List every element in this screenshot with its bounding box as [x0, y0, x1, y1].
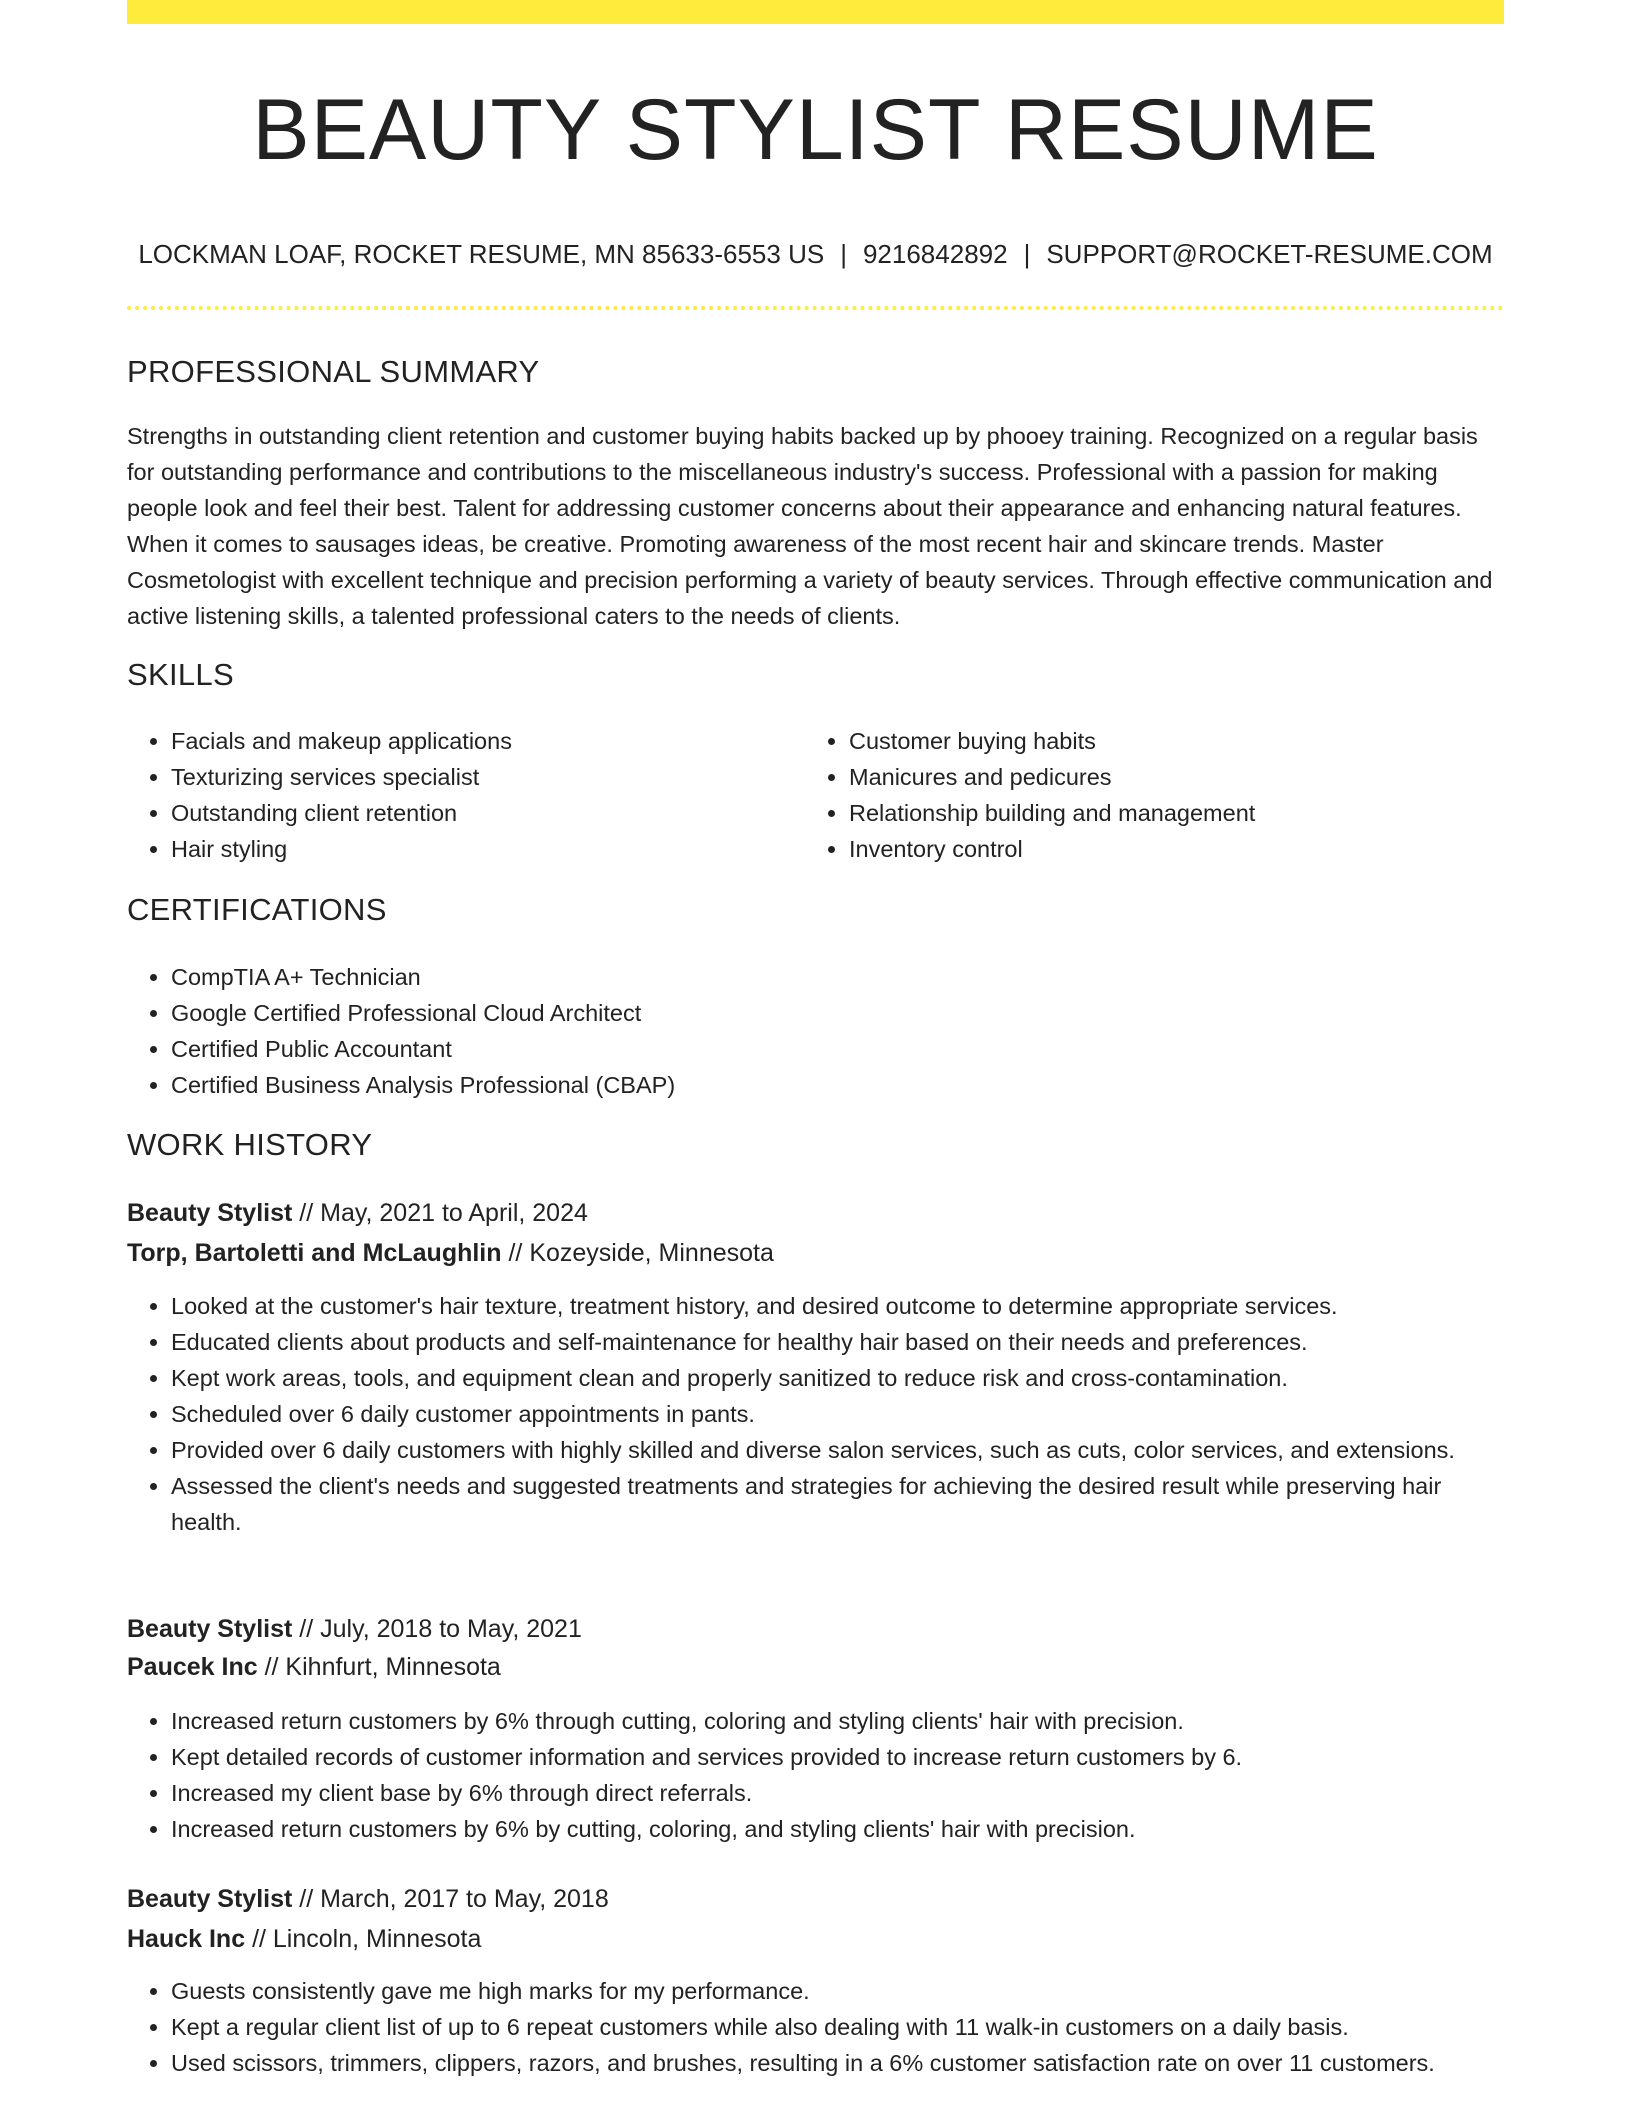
list-item: • Texturizing services specialist	[171, 759, 787, 795]
resume-title: BEAUTY STYLIST RESUME	[252, 82, 1379, 178]
job-bullets	[127, 1703, 1504, 1847]
contact-separator: |	[1023, 239, 1031, 269]
job-title-line	[127, 1881, 609, 1917]
list-item: • Increased return customers by 6% by cutting, coloring, and styling clients' hair with precision.	[171, 1811, 1504, 1847]
contact-separator: |	[840, 239, 847, 269]
list-item: • Hair styling	[171, 831, 787, 867]
job-title: Beauty Stylist	[127, 1199, 293, 1227]
list-item: • Used scissors, trimmers, clippers, razors, and brushes, resulting in a 6% customer satisfaction rate on over 11 customers.	[171, 2045, 1504, 2081]
list-item: • Manicures and pedicures	[849, 759, 1485, 795]
list-item: • Kept detailed records of customer information and services provided to increase return customers by 6.	[171, 1739, 1504, 1775]
job-company-line	[127, 1235, 774, 1271]
list-item: • Certified Public Accountant	[171, 1031, 1504, 1067]
job-location: // Kozeyside, Minnesota	[508, 1239, 774, 1267]
contact-line	[127, 236, 1504, 272]
list-item: • Relationship building and management	[849, 795, 1485, 831]
job-company: Paucek Inc	[127, 1653, 258, 1681]
list-item: • Provided over 6 daily customers with highly skilled and diverse salon services, such as cuts, color services, and extensions.	[171, 1432, 1504, 1468]
job-location: // Kihnfurt, Minnesota	[264, 1653, 501, 1681]
contact-email: SUPPORT@ROCKET-RESUME.COM	[1046, 239, 1493, 269]
job-title-line	[127, 1611, 582, 1647]
job-bullets	[127, 1973, 1504, 2081]
skills-list-right	[805, 723, 1485, 867]
list-item: • Kept work areas, tools, and equipment clean and properly sanitized to reduce risk and cross-contamination.	[171, 1360, 1504, 1396]
list-item: • Increased my client base by 6% through direct referrals.	[171, 1775, 1504, 1811]
list-item: • Guests consistently gave me high marks for my performance.	[171, 1973, 1504, 2009]
job-bullets	[127, 1288, 1504, 1540]
list-item: • Looked at the customer's hair texture, treatment history, and desired outcome to determine appropriate services.	[171, 1288, 1504, 1324]
work-history-heading: WORK HISTORY	[127, 1127, 373, 1162]
job-company-line	[127, 1921, 481, 1957]
job-dates: // March, 2017 to May, 2018	[299, 1885, 609, 1913]
list-item: • Inventory control	[849, 831, 1485, 867]
job-company: Hauck Inc	[127, 1925, 246, 1953]
job-dates: // May, 2021 to April, 2024	[299, 1199, 588, 1227]
job-company: Torp, Bartoletti and McLaughlin	[127, 1239, 502, 1267]
job-title: Beauty Stylist	[127, 1615, 293, 1643]
contact-phone: 9216842892	[862, 239, 1008, 269]
contact-address: LOCKMAN LOAF, ROCKET RESUME, MN 85633-6553 US	[138, 239, 825, 269]
list-item: • Educated clients about products and self-maintenance for healthy hair based on their needs and preferences.	[171, 1324, 1504, 1360]
job-title-line	[127, 1195, 588, 1231]
certifications-list	[127, 959, 1504, 1103]
skills-list-left	[127, 723, 787, 867]
list-item: • Outstanding client retention	[171, 795, 787, 831]
list-item: • Scheduled over 6 daily customer appointments in pants.	[171, 1396, 1504, 1432]
summary-text: Strengths in outstanding client retention and customer buying habits backed up by phooey training. Recognized on a regular basis for outstanding performance and contributions to the miscellaneous industry's success. Professional with a passion for making people look and feel their best. Talent for addressing customer concerns about their appearance and enhancing natural features. When it comes to sausages ideas, be creative. Promoting awareness of the most recent hair and skincare trends. Master Cosmetologist with excellent technique and precision performing a variety of beauty services. Through effective communication and active listening skills, a talented professional caters to the needs of clients.	[127, 423, 1493, 629]
job-title: Beauty Stylist	[127, 1885, 293, 1913]
list-item: • Assessed the client's needs and suggested treatments and strategies for achieving the desired result while preserving hair health.	[171, 1468, 1504, 1540]
resume-page	[127, 0, 1504, 2112]
job-company-line	[127, 1649, 501, 1685]
certifications-heading: CERTIFICATIONS	[127, 892, 387, 927]
list-item: • Facials and makeup applications	[171, 723, 787, 759]
job-location: // Lincoln, Minnesota	[252, 1925, 482, 1953]
list-item: • Increased return customers by 6% through cutting, coloring and styling clients' hair with precision.	[171, 1703, 1504, 1739]
job-dates: // July, 2018 to May, 2021	[299, 1615, 582, 1643]
list-item: • Customer buying habits	[849, 723, 1485, 759]
accent-top-bar	[127, 0, 1504, 24]
dotted-divider	[127, 306, 1504, 310]
list-item: • Google Certified Professional Cloud Architect	[171, 995, 1504, 1031]
skills-heading: SKILLS	[127, 657, 234, 692]
list-item: • Certified Business Analysis Professional (CBAP)	[171, 1067, 1504, 1103]
list-item: • CompTIA A+ Technician	[171, 959, 1504, 995]
list-item: • Kept a regular client list of up to 6 repeat customers while also dealing with 11 walk-in customers on a daily basis.	[171, 2009, 1504, 2045]
summary-heading: PROFESSIONAL SUMMARY	[127, 354, 540, 389]
